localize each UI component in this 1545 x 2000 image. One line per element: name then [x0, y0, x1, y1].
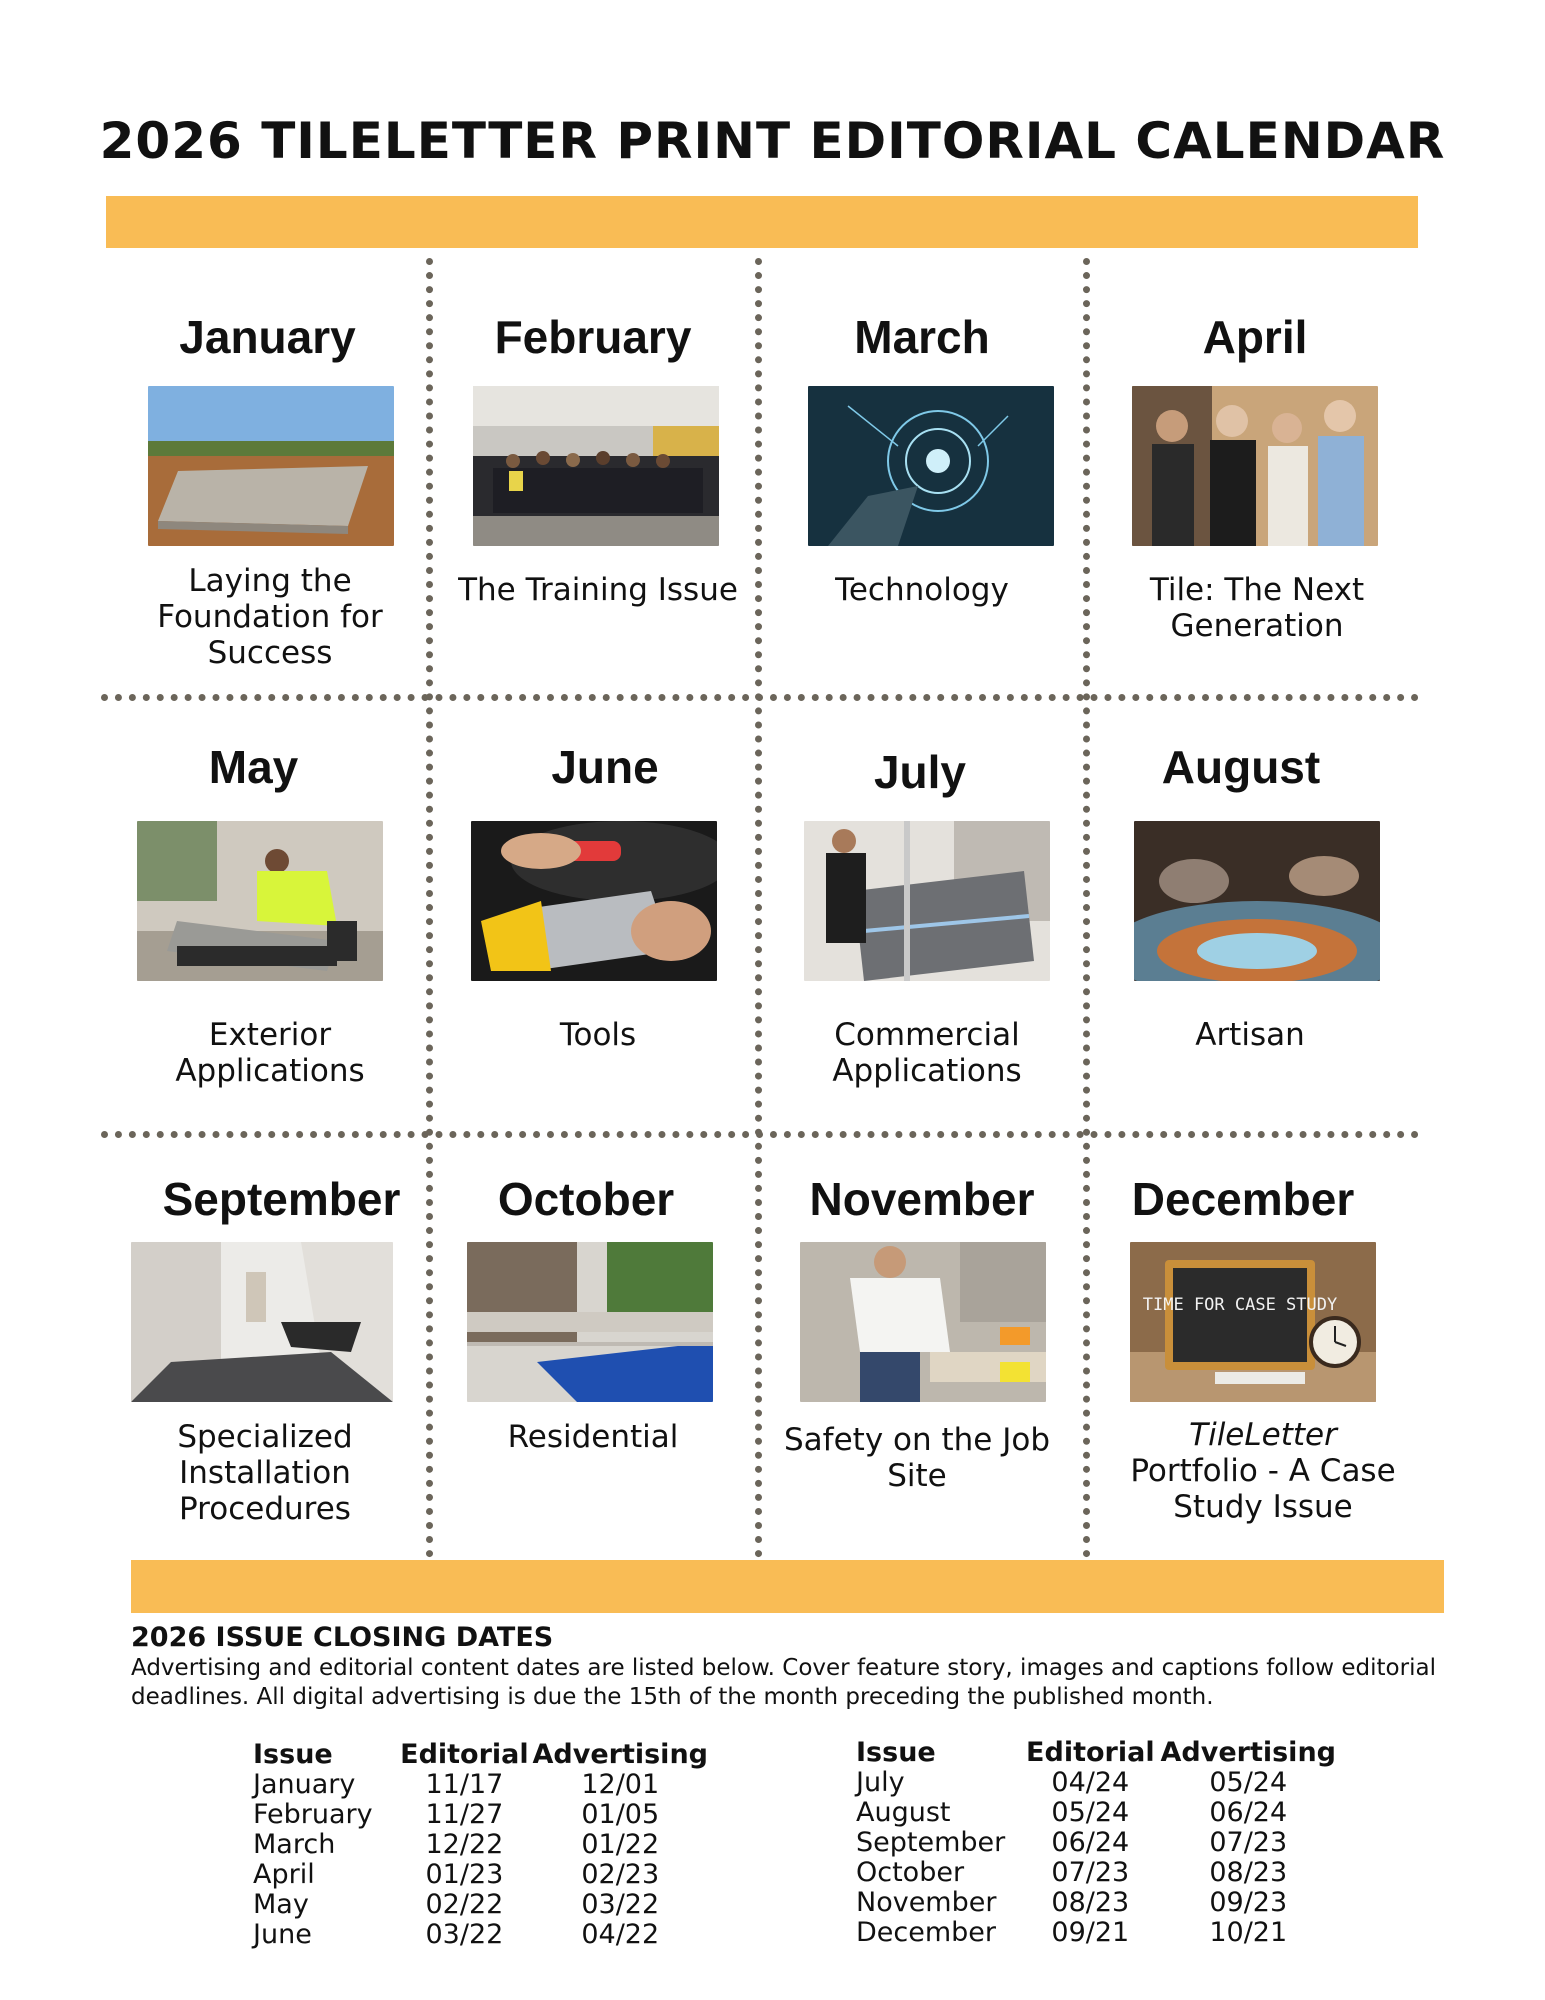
- editorial-cell: 11/27: [425, 1799, 504, 1830]
- topic-italic-brand: TileLetter: [1189, 1417, 1337, 1453]
- issue-cell: July: [856, 1767, 905, 1798]
- issue-cell: March: [253, 1829, 336, 1860]
- editorial-cell: 01/23: [425, 1859, 504, 1890]
- closing-dates-table-left: [253, 1738, 708, 1950]
- chalkboard-text: TIME FOR CASE STUDY: [1142, 1295, 1338, 1315]
- col-header-issue: Issue: [856, 1736, 936, 1768]
- issue-cell: October: [856, 1857, 965, 1888]
- month-cell-june: [433, 740, 753, 1125]
- advertising-cell: 09/23: [1209, 1887, 1288, 1918]
- month-cell-december: [1090, 1172, 1420, 1557]
- month-name: October: [497, 1173, 675, 1225]
- month-name: August: [1161, 741, 1321, 793]
- generations-group-photo: [1132, 386, 1378, 546]
- table-row: [856, 1918, 1336, 1948]
- advertising-cell: 03/22: [581, 1889, 660, 1920]
- table-row: [856, 1858, 1336, 1888]
- month-topic: Artisan: [1195, 1017, 1305, 1053]
- editorial-cell: 08/23: [1051, 1887, 1130, 1918]
- closing-dates-description: Advertising and editorial content dates are listed below. Cover feature story, images and captions follow editorial deadlines. All digital advertising is due the 15th of the month preceding the published month.: [131, 1655, 1436, 1710]
- top-accent-band: [106, 196, 1418, 248]
- issue-cell: June: [253, 1919, 312, 1950]
- month-cell-april: [1090, 310, 1420, 690]
- table-row: [856, 1888, 1336, 1918]
- editorial-cell: 03/22: [425, 1919, 504, 1950]
- issue-cell: November: [856, 1887, 997, 1918]
- advertising-cell: 04/22: [581, 1919, 660, 1950]
- mosaic-artisan-photo: [1134, 821, 1380, 981]
- grid-divider-vertical: [755, 258, 762, 1558]
- month-topic: [1118, 1417, 1408, 1525]
- issue-cell: January: [253, 1769, 356, 1800]
- month-topic: Exterior Applications: [175, 1017, 365, 1089]
- grid-divider-horizontal: [101, 1131, 1419, 1138]
- table-header-row: [253, 1738, 708, 1770]
- advertising-cell: 05/24: [1209, 1767, 1288, 1798]
- editorial-cell: 07/23: [1051, 1857, 1130, 1888]
- table-row: [856, 1798, 1336, 1828]
- month-topic: Safety on the Job Site: [784, 1422, 1050, 1494]
- issue-cell: May: [253, 1889, 309, 1920]
- month-name: May: [208, 741, 299, 793]
- grid-divider-vertical: [426, 258, 433, 1558]
- col-header-issue: Issue: [253, 1738, 333, 1770]
- month-topic: Tools: [559, 1017, 637, 1053]
- issue-cell: February: [253, 1799, 373, 1830]
- month-topic: Commercial Applications: [832, 1017, 1022, 1089]
- advertising-cell: 08/23: [1209, 1857, 1288, 1888]
- col-header-advertising: Advertising: [1160, 1736, 1336, 1768]
- advertising-cell: 07/23: [1209, 1827, 1288, 1858]
- month-topic: Laying the Foundation for Success: [157, 563, 383, 671]
- table-row: [253, 1920, 708, 1950]
- editorial-cell: 06/24: [1051, 1827, 1130, 1858]
- table-header-row: [856, 1736, 1336, 1768]
- advertising-cell: 12/01: [581, 1769, 660, 1800]
- issue-cell: December: [856, 1917, 997, 1948]
- advertising-cell: 02/23: [581, 1859, 660, 1890]
- issue-cell: August: [856, 1797, 951, 1828]
- issue-cell: April: [253, 1859, 315, 1890]
- month-cell-february: [433, 310, 753, 690]
- page-title: 2026 TILELETTER PRINT EDITORIAL CALENDAR: [99, 112, 1446, 170]
- exterior-install-photo: [137, 821, 383, 981]
- advertising-cell: 10/21: [1209, 1917, 1288, 1948]
- table-row: [856, 1768, 1336, 1798]
- col-header-advertising: Advertising: [532, 1738, 708, 1770]
- advertising-cell: 06/24: [1209, 1797, 1288, 1828]
- editorial-cell: 09/21: [1051, 1917, 1130, 1948]
- large-panel-install-photo: [804, 821, 1050, 981]
- training-group-photo: [473, 386, 719, 546]
- advertising-cell: 01/22: [581, 1829, 660, 1860]
- table-row: [253, 1830, 708, 1860]
- closing-dates-table-right: [856, 1736, 1336, 1948]
- month-name: December: [1131, 1173, 1355, 1225]
- month-topic: Specialized Installation Procedures: [177, 1419, 353, 1527]
- editorial-cell: 02/22: [425, 1889, 504, 1920]
- editorial-cell: 04/24: [1051, 1767, 1130, 1798]
- month-topic: The Training Issue: [458, 572, 738, 608]
- month-name: June: [551, 741, 659, 793]
- month-topic: Technology: [835, 572, 1009, 608]
- table-row: [253, 1770, 708, 1800]
- grid-divider-vertical: [1083, 258, 1090, 1558]
- month-name: February: [494, 311, 692, 363]
- concrete-foundation-photo: [148, 386, 394, 546]
- grid-divider-horizontal: [101, 694, 1419, 701]
- topic-text: Portfolio - A Case Study Issue: [1130, 1453, 1396, 1525]
- bottom-accent-band: [131, 1560, 1444, 1613]
- pool-residence-photo: [467, 1242, 713, 1402]
- case-study-chalkboard-photo: [1130, 1242, 1376, 1402]
- editorial-cell: 11/17: [425, 1769, 504, 1800]
- month-name: April: [1202, 311, 1308, 363]
- col-header-editorial: Editorial: [400, 1738, 529, 1770]
- editorial-cell: 12/22: [425, 1829, 504, 1860]
- advertising-cell: 01/05: [581, 1799, 660, 1830]
- month-cell-august: [1090, 740, 1420, 1125]
- jobsite-safety-photo: [800, 1242, 1046, 1402]
- trowel-tools-photo: [471, 821, 717, 981]
- month-name: September: [162, 1173, 401, 1225]
- table-row: [253, 1800, 708, 1830]
- editorial-cell: 05/24: [1051, 1797, 1130, 1828]
- col-header-editorial: Editorial: [1026, 1736, 1155, 1768]
- digital-technology-photo: [808, 386, 1054, 546]
- month-name: March: [854, 311, 990, 363]
- month-cell-march: [762, 310, 1082, 690]
- month-cell-october: [433, 1172, 753, 1557]
- month-cell-november: [762, 1172, 1082, 1557]
- month-cell-september: [110, 1172, 425, 1557]
- table-row: [253, 1890, 708, 1920]
- month-cell-january: [110, 310, 425, 690]
- month-name: November: [809, 1173, 1035, 1225]
- month-topic: Residential: [507, 1419, 679, 1455]
- table-row: [253, 1860, 708, 1890]
- month-name: July: [873, 746, 967, 798]
- month-cell-july: [762, 740, 1082, 1125]
- month-topic: Tile: The Next Generation: [1149, 572, 1365, 644]
- table-row: [856, 1828, 1336, 1858]
- closing-dates-heading: 2026 ISSUE CLOSING DATES: [131, 1622, 554, 1653]
- month-name: January: [179, 311, 356, 363]
- shower-install-photo: [131, 1242, 393, 1402]
- issue-cell: September: [856, 1827, 1006, 1858]
- month-cell-may: [110, 740, 425, 1125]
